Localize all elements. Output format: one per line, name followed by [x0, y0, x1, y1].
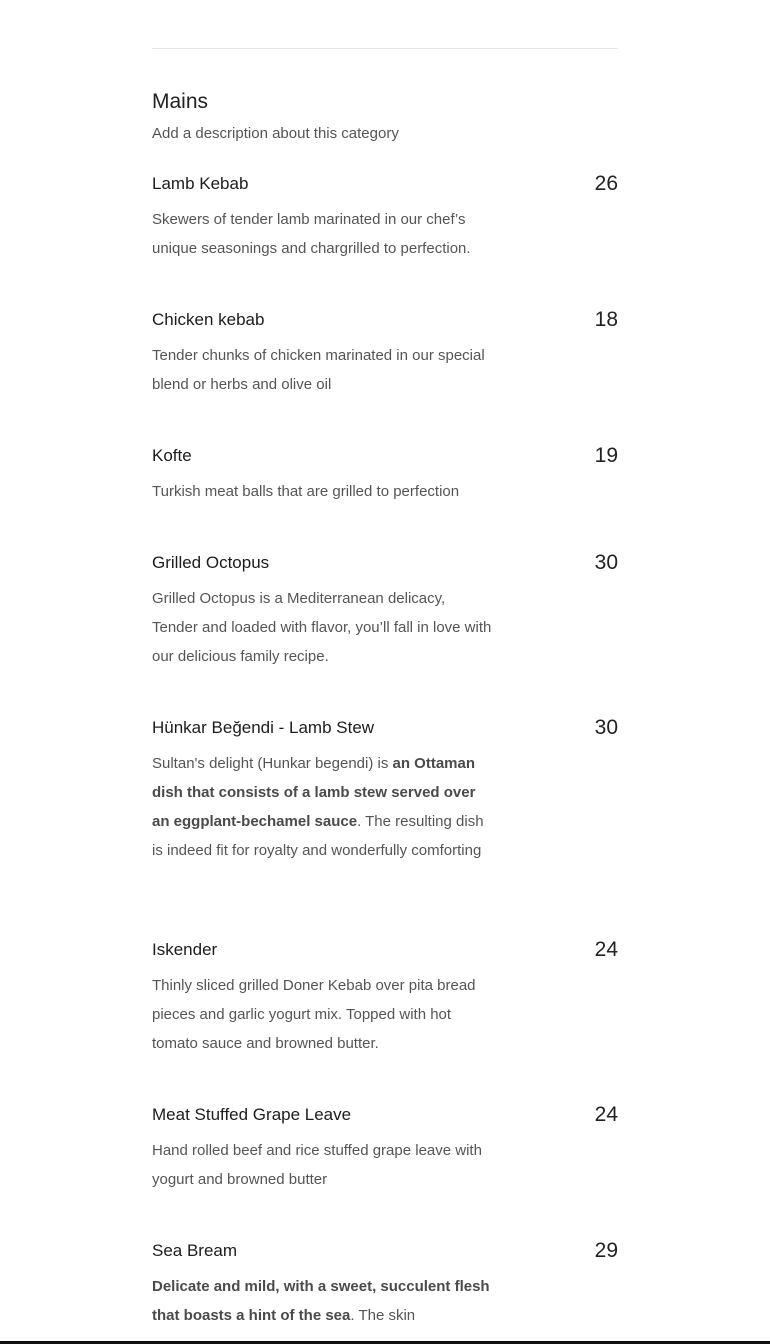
item-price: 18: [594, 308, 618, 331]
item-description: Turkish meat balls that are grilled to perfection: [152, 483, 460, 500]
description-bold-text: an Ottaman dish that consists of a lamb stew served over an eggplant-bechamel sauce: [152, 755, 476, 830]
category-title: Mains: [152, 90, 209, 113]
description-text: . The resulting dish is indeed fit for royalty and wonderfully comforting: [152, 813, 484, 859]
item-description: [152, 749, 492, 865]
description-text: Sultan's delight (Hunkar begendi) is: [152, 755, 393, 772]
menu-item-lamb-kebab[interactable]: [152, 172, 618, 263]
item-name: Grilled Octopus: [152, 553, 270, 572]
item-price: 29: [594, 1239, 618, 1262]
item-description: Grilled Octopus is a Mediterranean delicacy, Tender and loaded with flavor, you’ll fall in love with our delicious family recipe.: [152, 590, 492, 665]
item-name: Meat Stuffed Grape Leave: [152, 1105, 352, 1124]
menu-item-kofte[interactable]: [152, 444, 618, 506]
item-price: 19: [594, 444, 618, 467]
section-divider: [152, 48, 618, 49]
menu-item-stuffed-grape-leave[interactable]: [152, 1103, 618, 1194]
item-name: Hünkar Beğendi - Lamb Stew: [152, 718, 375, 737]
category-description: Add a description about this category: [152, 125, 399, 142]
item-name: Lamb Kebab: [152, 174, 249, 193]
item-description: Thinly sliced grilled Doner Kebab over pita bread pieces and garlic yogurt mix. Topped with hot tomato sauce and browned butter.: [152, 977, 476, 1052]
item-description: [152, 1272, 492, 1330]
item-price: 26: [594, 172, 618, 195]
menu-item-chicken-kebab[interactable]: [152, 308, 618, 399]
menu-item-grilled-octopus[interactable]: [152, 551, 618, 671]
item-description: Tender chunks of chicken marinated in our special blend or herbs and olive oil: [152, 347, 485, 393]
menu-item-sea-bream[interactable]: [152, 1239, 618, 1330]
item-description: Hand rolled beef and rice stuffed grape leave with yogurt and browned butter: [152, 1142, 482, 1188]
item-name: Sea Bream: [152, 1241, 238, 1260]
item-price: 24: [594, 1103, 618, 1126]
item-price: 24: [594, 938, 618, 961]
item-name: Kofte: [152, 446, 192, 465]
item-price: 30: [594, 551, 618, 574]
menu-item-iskender[interactable]: [152, 938, 618, 1058]
item-price: 30: [594, 716, 618, 739]
description-text: . The skin: [350, 1307, 416, 1324]
item-name: Iskender: [152, 940, 218, 959]
menu-item-hunkar-begendi[interactable]: [152, 716, 618, 865]
item-name: Chicken kebab: [152, 310, 265, 329]
item-description: Skewers of tender lamb marinated in our chef’s unique seasonings and chargrilled to perfection.: [152, 211, 471, 257]
category-header: [152, 88, 618, 144]
description-bold-text: Delicate and mild, with a sweet, succulent flesh that boasts a hint of the sea: [152, 1278, 490, 1324]
